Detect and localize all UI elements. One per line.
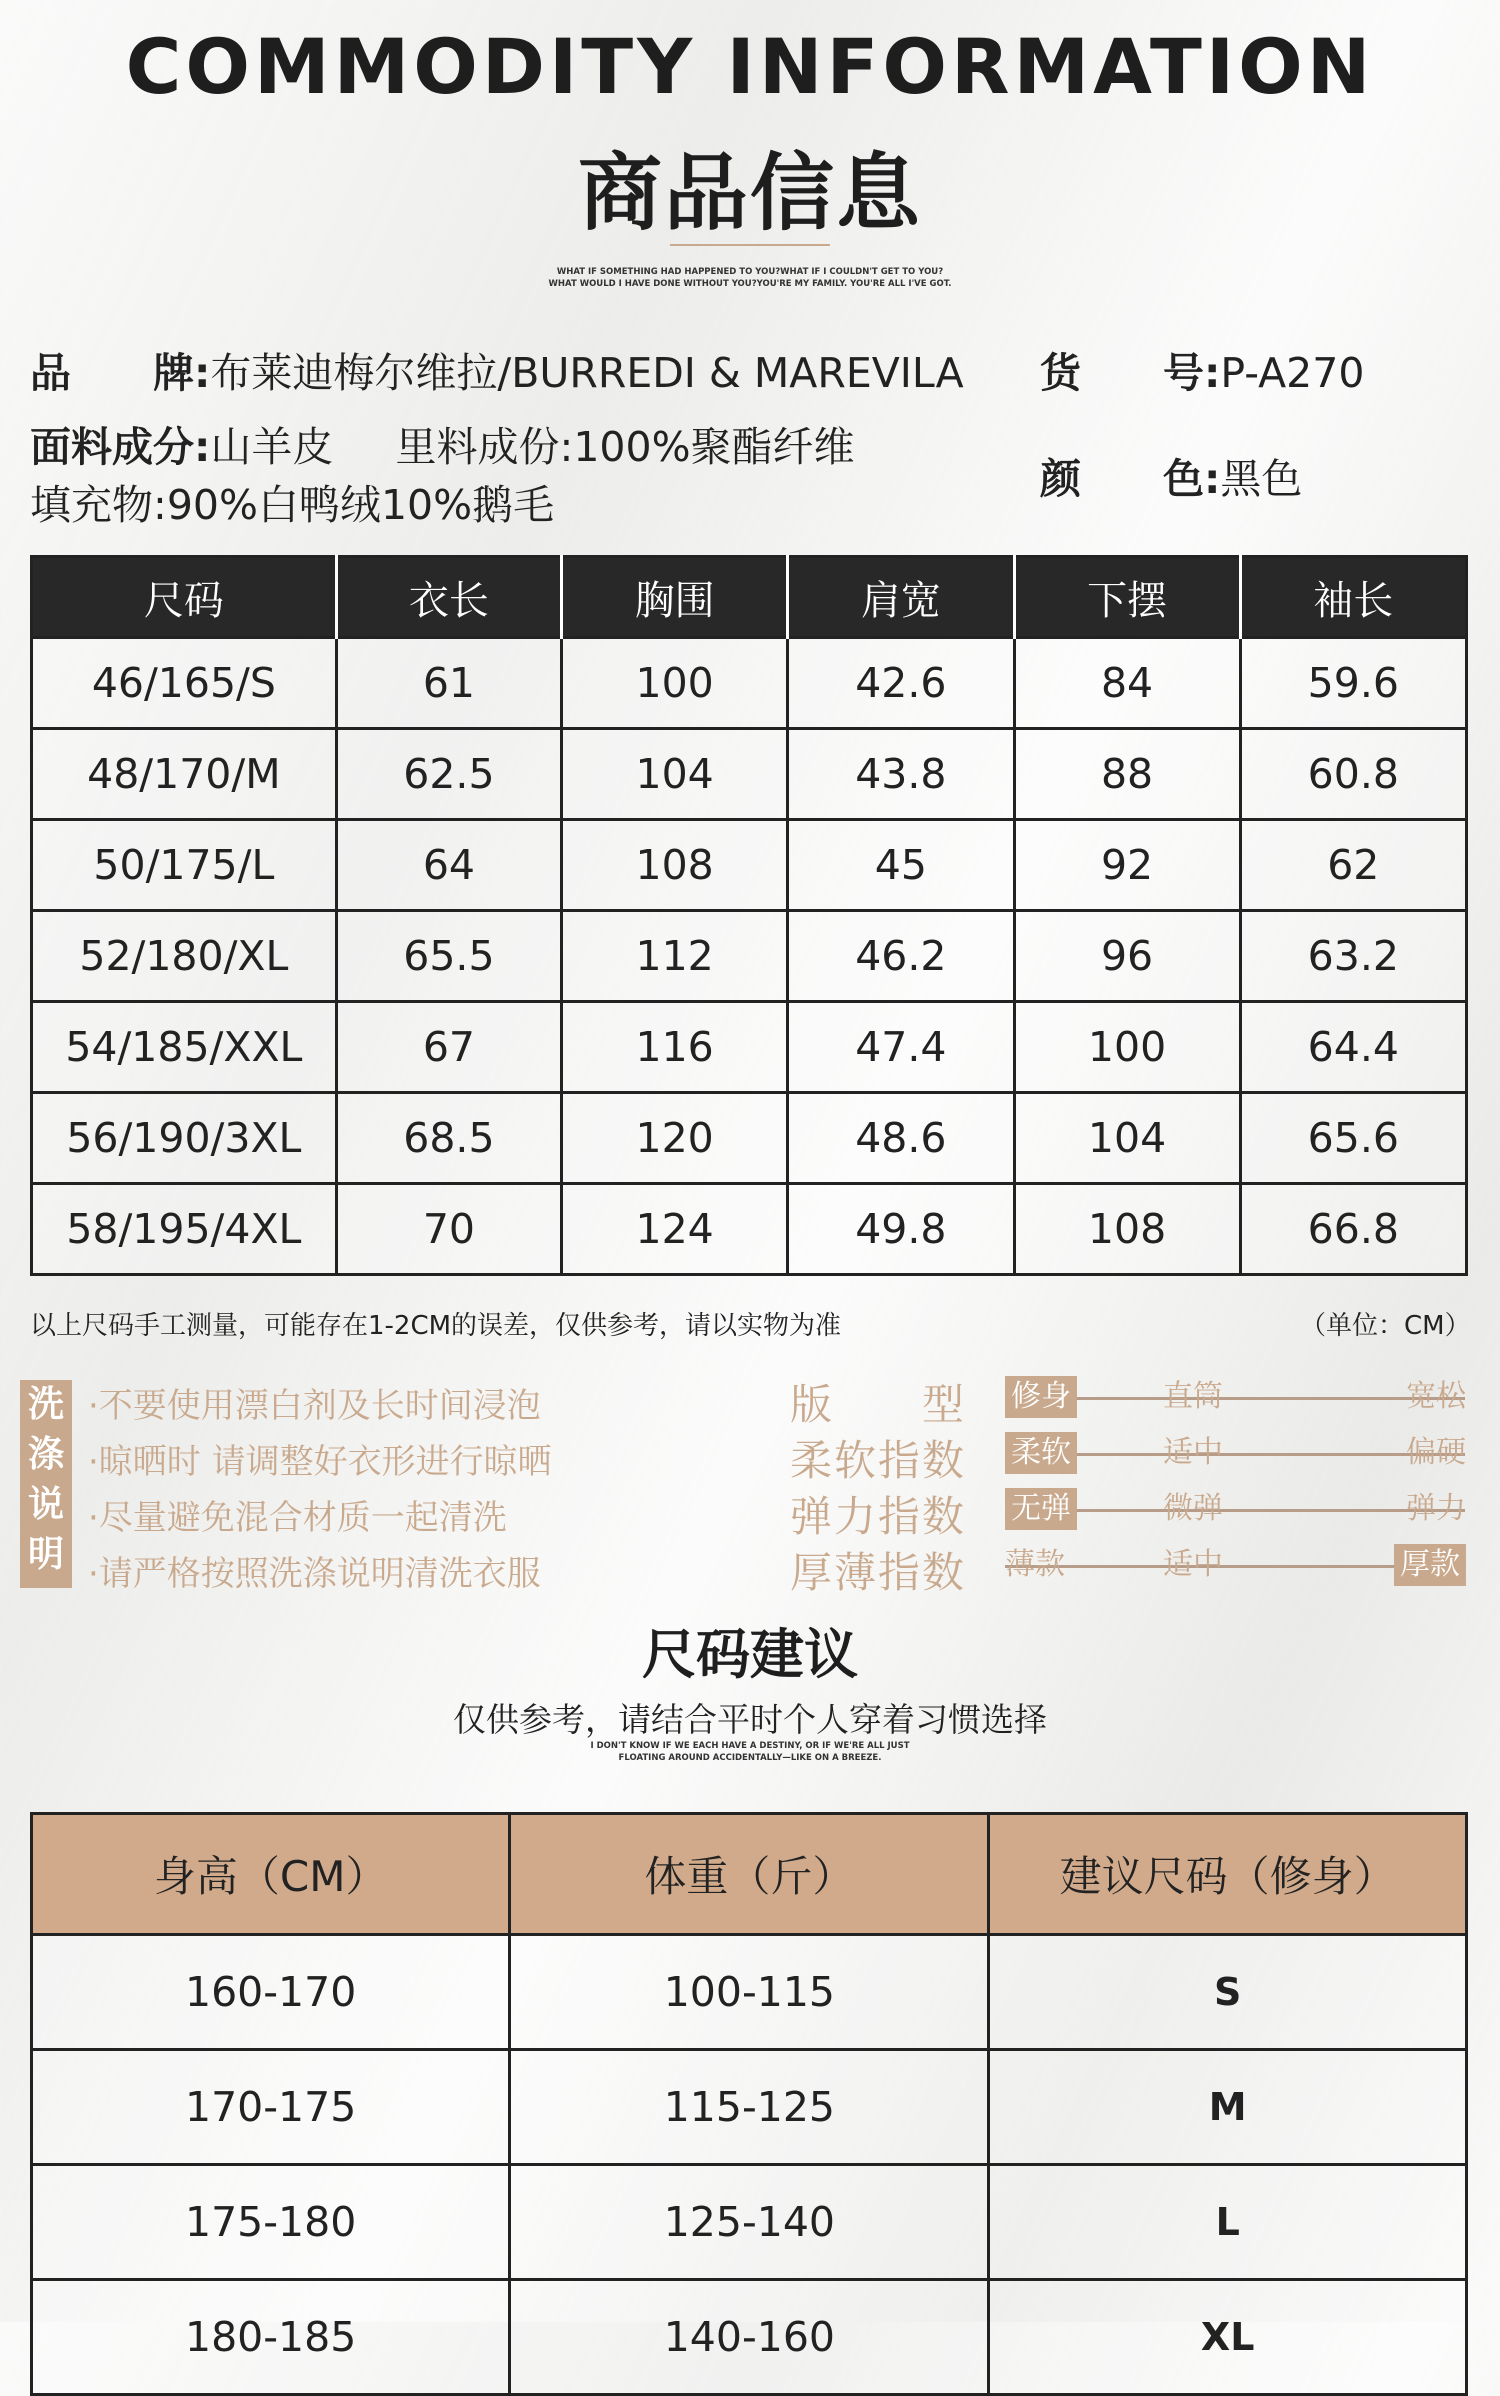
suggestion-tagline bbox=[0, 1740, 1500, 1764]
wash-label-box bbox=[20, 1380, 72, 1588]
title-divider bbox=[670, 244, 830, 246]
table-cell: 108 bbox=[562, 820, 788, 911]
wash-line: ·不要使用漂白剂及长时间浸泡 bbox=[88, 1386, 541, 1426]
color-value: 黑色 bbox=[1220, 455, 1303, 503]
size-header-cell: 袖长 bbox=[1240, 557, 1466, 638]
table-cell: 115-125 bbox=[510, 2050, 989, 2165]
fabric-value: 山羊皮 bbox=[210, 423, 334, 471]
table-row bbox=[32, 2165, 1467, 2280]
table-cell: 48/170/M bbox=[32, 729, 337, 820]
lining-label: 里料成份: bbox=[395, 423, 574, 471]
table-cell: 104 bbox=[562, 729, 788, 820]
table-cell: 112 bbox=[562, 911, 788, 1002]
size-header-cell: 下摆 bbox=[1014, 557, 1240, 638]
index-label: 版 型 bbox=[790, 1380, 967, 1429]
table-cell: 62 bbox=[1240, 820, 1466, 911]
wash-label: 洗涤说明 bbox=[27, 1384, 64, 1575]
table-cell: S bbox=[989, 1935, 1467, 2050]
fabric-label: 面料成分: bbox=[30, 423, 211, 471]
table-cell: 47.4 bbox=[788, 1002, 1014, 1093]
suggestion-tagline-2: FLOATING AROUND ACCIDENTALLY—LIKE ON A BREEZE. bbox=[618, 1753, 882, 1763]
table-cell: 58/195/4XL bbox=[32, 1184, 337, 1275]
title-cn: 商品信息 bbox=[577, 144, 922, 242]
table-cell: 140-160 bbox=[510, 2280, 989, 2395]
table-cell: 48.6 bbox=[788, 1093, 1014, 1184]
table-cell: 67 bbox=[336, 1002, 561, 1093]
unit-label: （单位：CM） bbox=[1300, 1311, 1471, 1341]
index-option: 直筒 bbox=[1163, 1379, 1223, 1414]
table-row bbox=[32, 820, 1467, 911]
brand-row bbox=[30, 340, 964, 399]
table-cell: 88 bbox=[1014, 729, 1240, 820]
table-row bbox=[32, 2280, 1467, 2395]
table-cell: 56/190/3XL bbox=[32, 1093, 337, 1184]
table-cell: 50/175/L bbox=[32, 820, 337, 911]
table-cell: 65.6 bbox=[1240, 1093, 1466, 1184]
table-cell: 52/180/XL bbox=[32, 911, 337, 1002]
table-cell: 42.6 bbox=[788, 638, 1014, 729]
index-option-selected: 厚款 bbox=[1394, 1544, 1466, 1586]
header-tagline bbox=[0, 266, 1500, 290]
table-cell: 64.4 bbox=[1240, 1002, 1466, 1093]
table-cell: 96 bbox=[1014, 911, 1240, 1002]
table-cell: 45 bbox=[788, 820, 1014, 911]
index-label: 厚薄指数 bbox=[790, 1548, 967, 1597]
title-en: COMMODITY INFORMATION bbox=[125, 22, 1375, 111]
brand-value: 布莱迪梅尔维拉/BURREDI & MAREVILA bbox=[210, 349, 964, 397]
index-option-selected: 无弹 bbox=[1005, 1488, 1077, 1530]
table-cell: 49.8 bbox=[788, 1184, 1014, 1275]
table-cell: 116 bbox=[562, 1002, 788, 1093]
filling-value: 90%白鸭绒10%鹅毛 bbox=[166, 481, 555, 529]
rec-table-header bbox=[32, 1814, 1467, 1935]
size-header-cell: 肩宽 bbox=[788, 557, 1014, 638]
table-row bbox=[32, 2050, 1467, 2165]
filling-label: 填充物: bbox=[30, 481, 167, 529]
suggestion-subtitle: 仅供参考，请结合平时个人穿着习惯选择 bbox=[453, 1700, 1047, 1739]
table-cell: 108 bbox=[1014, 1184, 1240, 1275]
index-option: 适中 bbox=[1163, 1547, 1223, 1582]
header-tagline-2: WHAT WOULD I HAVE DONE WITHOUT YOU?YOU'RE MY FAMILY. YOU'RE ALL I'VE GOT. bbox=[548, 279, 952, 289]
table-cell: 120 bbox=[562, 1093, 788, 1184]
wash-line: ·请严格按照洗涤说明清洗衣服 bbox=[88, 1554, 541, 1594]
index-label: 弹力指数 bbox=[790, 1492, 967, 1541]
wash-line: ·晾晒时 请调整好衣形进行晾晒 bbox=[88, 1442, 552, 1482]
rec-header-cell: 建议尺码（修身） bbox=[989, 1814, 1467, 1935]
table-cell: 84 bbox=[1014, 638, 1240, 729]
table-cell: 43.8 bbox=[788, 729, 1014, 820]
table-row bbox=[32, 638, 1467, 729]
table-cell: 46/165/S bbox=[32, 638, 337, 729]
color-label: 颜 色: bbox=[1040, 455, 1221, 503]
table-cell: 62.5 bbox=[336, 729, 561, 820]
table-cell: 61 bbox=[336, 638, 561, 729]
table-cell: 66.8 bbox=[1240, 1184, 1466, 1275]
table-cell: 54/185/XXL bbox=[32, 1002, 337, 1093]
table-cell: L bbox=[989, 2165, 1467, 2280]
table-row bbox=[32, 1002, 1467, 1093]
table-row bbox=[32, 1093, 1467, 1184]
color-row bbox=[1040, 446, 1302, 505]
lining-value: 100%聚酯纤维 bbox=[573, 423, 855, 471]
index-option: 适中 bbox=[1163, 1435, 1223, 1470]
size-header-cell: 衣长 bbox=[336, 557, 561, 638]
table-cell: 70 bbox=[336, 1184, 561, 1275]
sku-label: 货 号: bbox=[1040, 349, 1221, 397]
table-cell: 100-115 bbox=[510, 1935, 989, 2050]
table-cell: 175-180 bbox=[32, 2165, 510, 2280]
index-option-selected: 柔软 bbox=[1005, 1432, 1077, 1474]
index-option: 宽松 bbox=[1406, 1379, 1466, 1414]
index-option: 薄款 bbox=[1005, 1547, 1065, 1582]
size-header-cell: 尺码 bbox=[32, 557, 337, 638]
table-row bbox=[32, 1935, 1467, 2050]
size-table-header bbox=[32, 557, 1467, 638]
table-cell: 100 bbox=[1014, 1002, 1240, 1093]
table-cell: 46.2 bbox=[788, 911, 1014, 1002]
table-row bbox=[32, 911, 1467, 1002]
table-cell: 170-175 bbox=[32, 2050, 510, 2165]
filling-row bbox=[30, 472, 554, 531]
index-option-selected: 修身 bbox=[1005, 1376, 1077, 1418]
table-row bbox=[32, 729, 1467, 820]
table-cell: 124 bbox=[562, 1184, 788, 1275]
table-cell: 68.5 bbox=[336, 1093, 561, 1184]
table-cell: 65.5 bbox=[336, 911, 561, 1002]
measurement-note: 以上尺码手工测量，可能存在1-2CM的误差，仅供参考，请以实物为准 bbox=[30, 1311, 842, 1341]
table-cell: 64 bbox=[336, 820, 561, 911]
sku-row bbox=[1040, 340, 1364, 399]
index-label: 柔软指数 bbox=[790, 1436, 967, 1485]
brand-label: 品 牌: bbox=[30, 349, 211, 397]
table-cell: 125-140 bbox=[510, 2165, 989, 2280]
table-cell: 180-185 bbox=[32, 2280, 510, 2395]
suggestion-tagline-1: I DON'T KNOW IF WE EACH HAVE A DESTINY, OR IF WE'RE ALL JUST bbox=[590, 1741, 910, 1751]
header-tagline-1: WHAT IF SOMETHING HAD HAPPENED TO YOU?WHAT IF I COULDN'T GET TO YOU? bbox=[556, 267, 944, 277]
size-header-cell: 胸围 bbox=[562, 557, 788, 638]
table-cell: XL bbox=[989, 2280, 1467, 2395]
rec-header-cell: 身高（CM） bbox=[32, 1814, 510, 1935]
table-cell: M bbox=[989, 2050, 1467, 2165]
table-cell: 92 bbox=[1014, 820, 1240, 911]
index-option: 弹力 bbox=[1406, 1491, 1466, 1526]
fabric-row bbox=[30, 414, 855, 473]
index-option: 偏硬 bbox=[1406, 1435, 1466, 1470]
table-cell: 63.2 bbox=[1240, 911, 1466, 1002]
table-cell: 60.8 bbox=[1240, 729, 1466, 820]
size-table bbox=[30, 555, 1468, 1276]
sku-value: P-A270 bbox=[1220, 349, 1365, 397]
index-option: 微弹 bbox=[1163, 1491, 1223, 1526]
table-cell: 104 bbox=[1014, 1093, 1240, 1184]
table-row bbox=[32, 1184, 1467, 1275]
wash-line: ·尽量避免混合材质一起清洗 bbox=[88, 1498, 507, 1538]
size-recommendation-table bbox=[30, 1812, 1468, 2396]
table-cell: 59.6 bbox=[1240, 638, 1466, 729]
suggestion-title: 尺码建议 bbox=[642, 1623, 858, 1686]
table-cell: 160-170 bbox=[32, 1935, 510, 2050]
table-cell: 100 bbox=[562, 638, 788, 729]
rec-header-cell: 体重（斤） bbox=[510, 1814, 989, 1935]
